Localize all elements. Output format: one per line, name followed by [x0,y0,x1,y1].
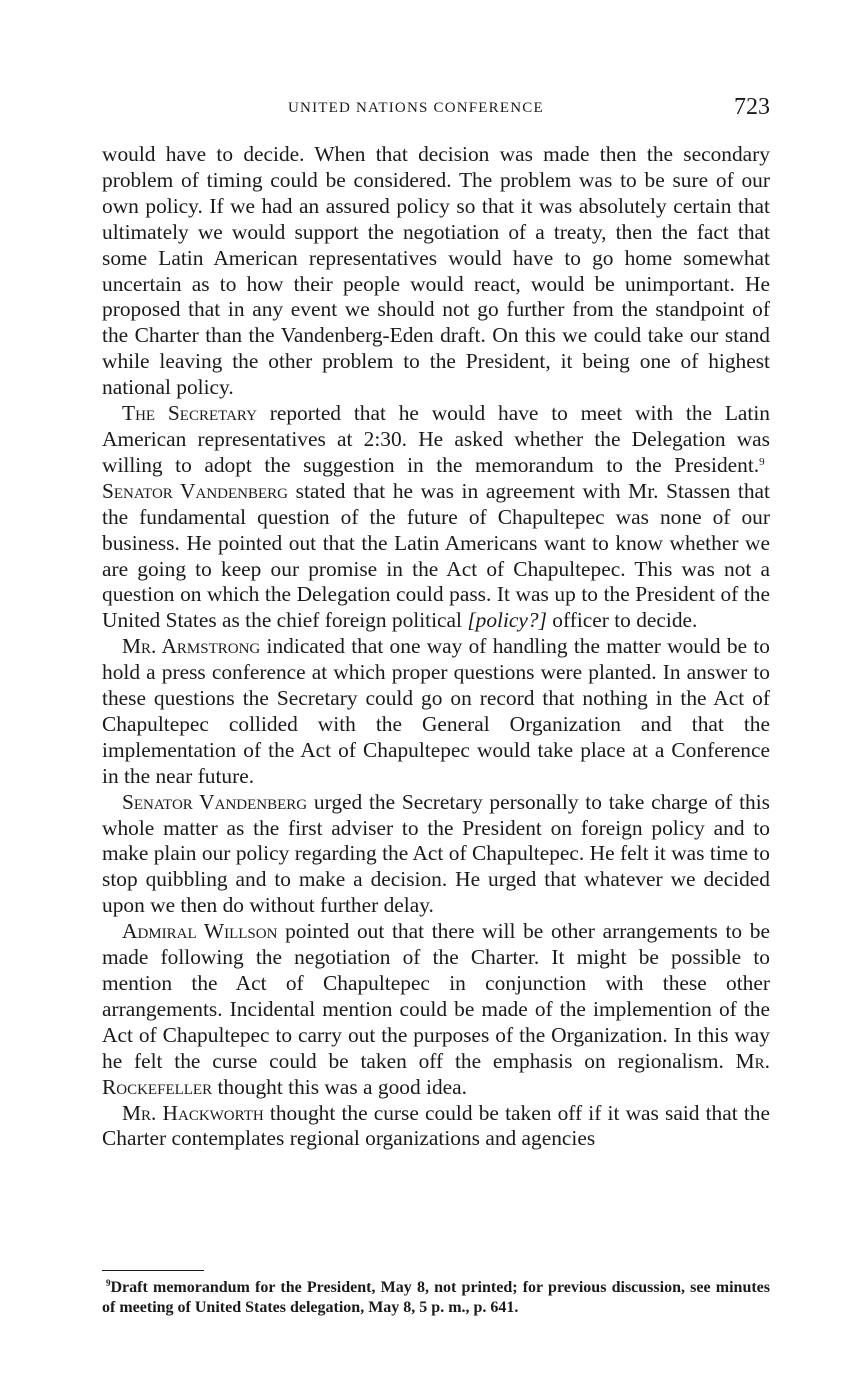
paragraph-text: stated that he was in agreement with Mr. Stassen that the fundamental question of the future of Chapultepec was none of our business. He pointed out that the Latin Americans want to know whether we are going to keep our promise in the Act of Chapultepec. This was not a question on which the Delegation could pass. It was up to the President of the United States as the chief foreign political [102,478,770,633]
editorial-insertion: [policy?] [467,608,547,633]
footnote-text: Draft memorandum for the President, May 8, not printed; for previous discussion, see minutes of meeting of United States delegation, May 8, 5 p. m., p. 641. [102,1279,770,1316]
footnote-marker: 9 [106,1278,111,1288]
footnote [102,1278,770,1318]
paragraph-text: thought the curse could be taken off if it was said that the Charter contemplates regional organizations and agencies [102,1100,770,1151]
footnote-reference: 9 [759,455,765,468]
speaker-name: The Secretary [122,401,257,426]
paragraph-text: thought this was a good idea. [212,1074,467,1099]
paragraph-1: would have to decide. When that decision was made then the secondary problem of timing could be considered. The problem was to be sure of our own policy. If we had an assured policy so that it was absolutely certain that ultimately we would support the negotiation of a treaty, then the fact that some Latin American representatives would have to go home somewhat uncertain as to how their people would react, would be unimportant. He proposed that in any event we should not go further from the standpoint of the Charter than the Vandenberg-Eden draft. On this we could take our stand while leaving the other problem to the President, it being one of highest national policy. [102,142,770,400]
footnote-divider [102,1270,204,1271]
running-head-title: UNITED NATIONS CONFERENCE [288,100,544,116]
paragraph-text: pointed out that there will be other arrangements to be made following the negotiation of the Charter. It might be possible to mention the Act of Chapultepec in conjunction with these other arrangements. Incidental mention could be made of the implemention of the Act of Chapultepec to carry out the purposes of the Organization. In this way he felt the curse could be taken off the emphasis on regionalism. [102,919,770,1073]
paragraph-text: officer to decide. [546,608,698,633]
speaker-name: Admiral Willson [122,919,278,944]
paragraph-2 [102,401,770,634]
speaker-name: Mr. Armstrong [122,634,261,659]
paragraph-5 [102,919,770,1100]
body-text [102,142,770,1152]
speaker-name: Senator Vandenberg [122,789,308,814]
page-number: 723 [734,94,770,120]
paragraph-3 [102,634,770,789]
paragraph-4 [102,790,770,920]
speaker-name: Mr. Rockefeller [102,1048,770,1099]
paragraph-text: indicated that one way of handling the matter would be to hold a press conference at which proper questions were planted. In answer to these questions the Secretary could go on record that nothing in the Act of Chapultepec collided with the General Organization and that the implementation of the Act of Chapultepec would take place at a Conference in the near future. [102,634,770,788]
speaker-name: Senator Vandenberg [102,478,288,503]
paragraph-text: reported that he would have to meet with the Latin American representatives at 2:30. He asked whether the Delegation was willing to adopt the suggestion in the memorandum to the President. [102,401,770,477]
paragraph-6 [102,1101,770,1153]
running-head [102,94,770,126]
paragraph-text: urged the Secretary personally to take charge of this whole matter as the first adviser to the President on foreign policy and to make plain our policy regarding the Act of Chapultepec. He felt it was time to stop quibbling and to make a decision. He urged that whatever we decided upon we then do without further delay. [102,789,770,918]
speaker-name: Mr. Hackworth [122,1100,264,1125]
